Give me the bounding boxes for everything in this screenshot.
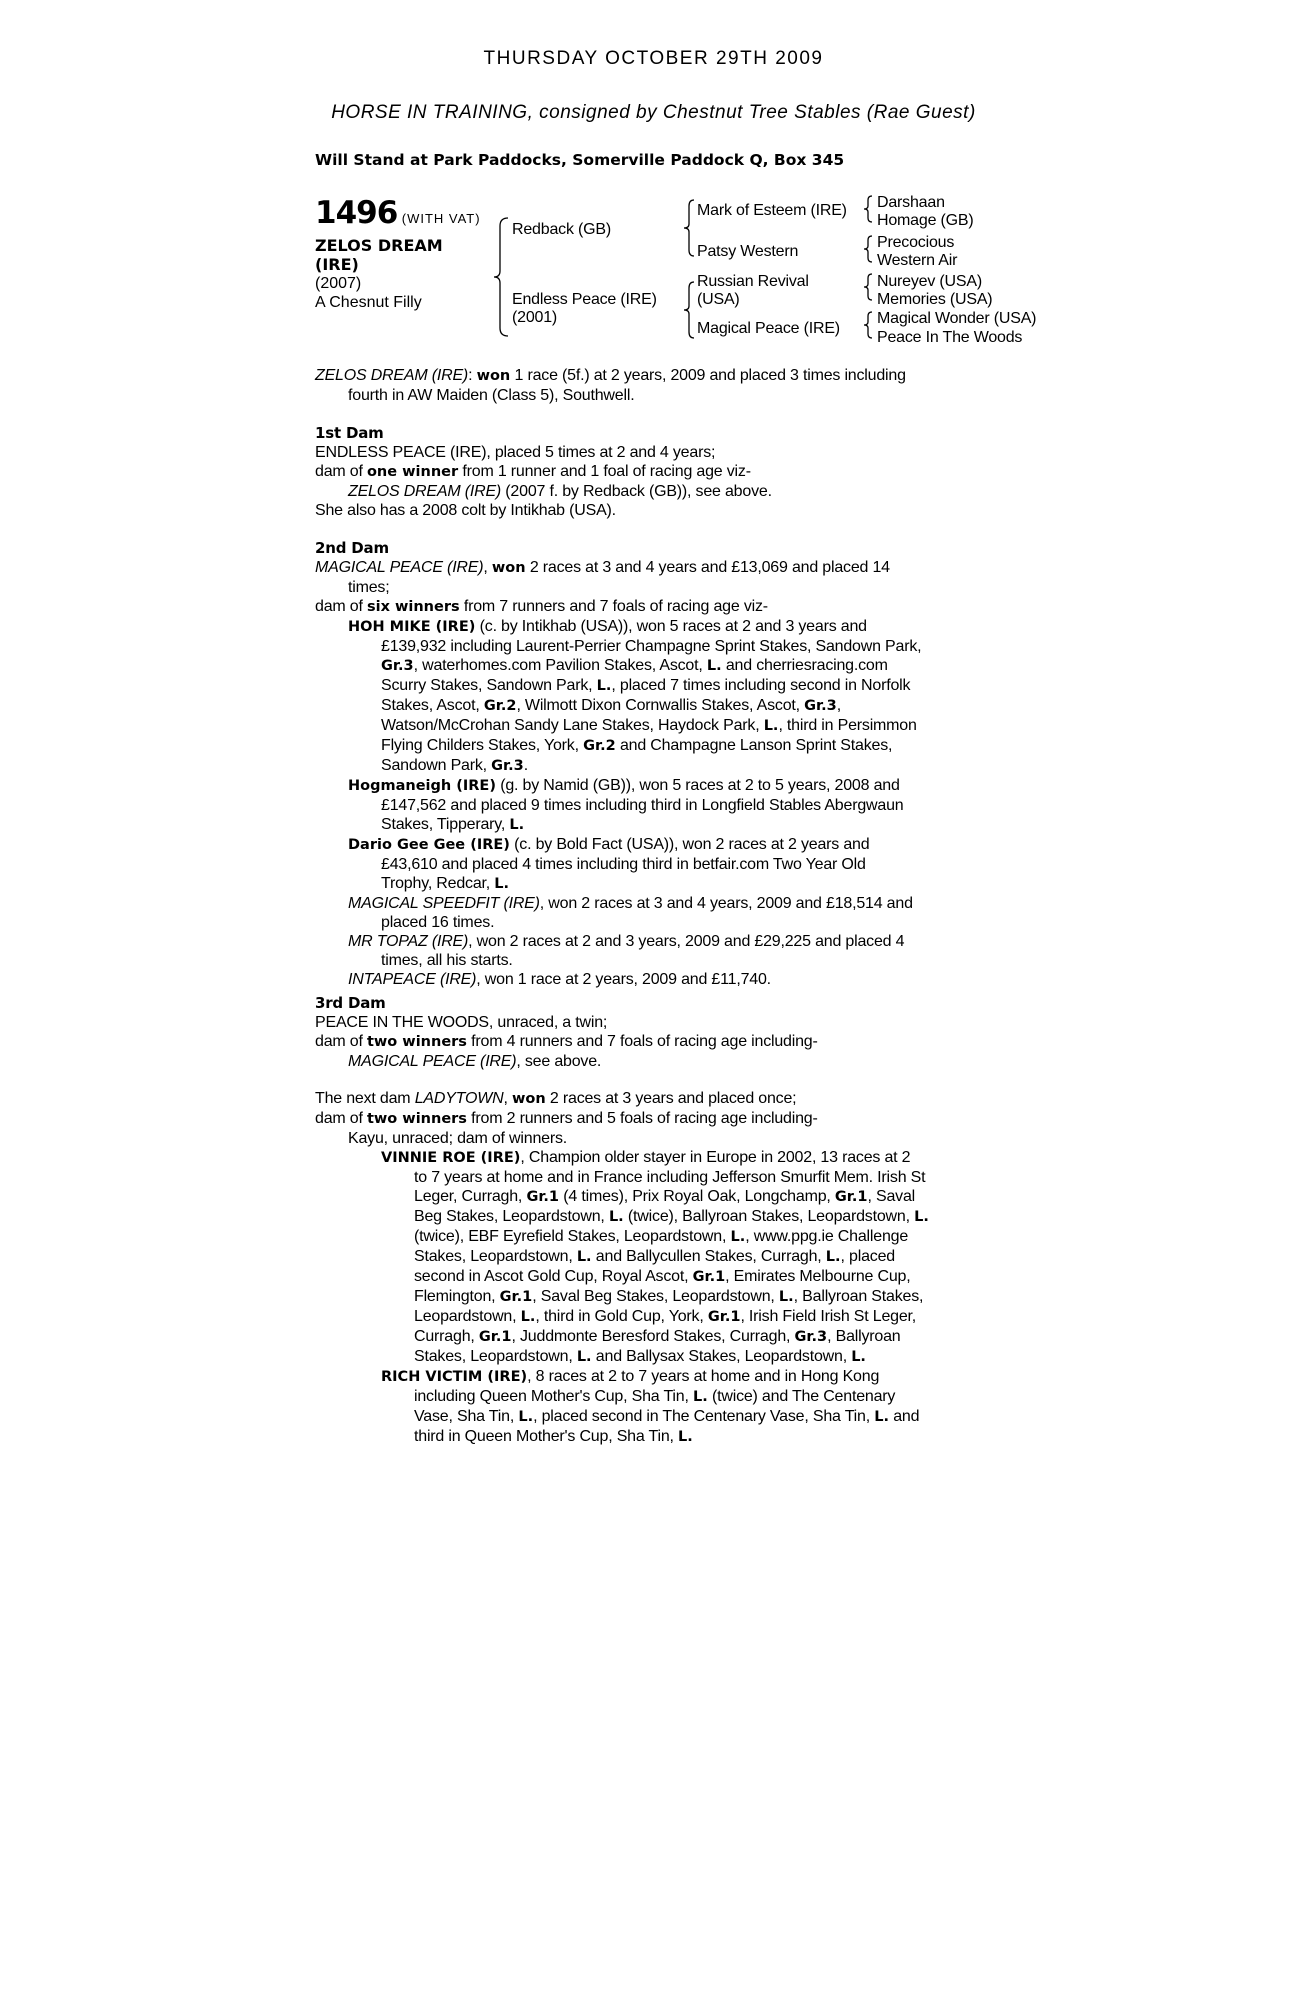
summary-colon: : [468, 367, 473, 384]
second-dam-heading: 2nd Dam [315, 539, 389, 557]
produce-vinnie-roe: VINNIE ROE (IRE), Champion older stayer in Europe in 2002, 13 races at 2 to 7 years at home and in France including Jefferson Smurfit Mem. Irish St Leger, Curragh, Gr.1 (4 times), Prix Royal Oak, Longchamp, Gr.1, Saval Beg Stakes, Leopardstown, L. (twice), Ballyroan Stakes, Leopardstown, L. (twice), EBF Eyrefield Stakes, Leopardstown, L., www.ppg.ie Challenge Stakes, Leopardstown, L. and Ballycullen Stakes, Curragh, L., placed second in Ascot Gold Cup, Royal Ascot, Gr.1, Emirates Melbourne Cup, Flemington, Gr.1, Saval Beg Stakes, Leopardstown, L., Ballyroan Stakes, Leopardstown, L., third in Gold Cup, York, Gr.1, Irish Field Irish St Leger, Curragh, Gr.1, Juddmonte Beresford Stakes, Curragh, Gr.3, Ballyroan Stakes, Leopardstown, L. and Ballysax Stakes, Leopardstown, L. [381, 1149, 929, 1365]
third-dam-line: PEACE IN THE WOODS, unraced, a twin; [315, 1014, 608, 1031]
sale-date: THURSDAY OCTOBER 29TH 2009 [483, 48, 824, 69]
summary-text-2: fourth in AW Maiden (Class 5), Southwell. [348, 387, 635, 404]
third-dam-heading: 3rd Dam [315, 994, 386, 1012]
consignment-line: HORSE IN TRAINING, consigned by Chestnut Tree Stables (Rae Guest) [331, 102, 976, 123]
first-dam-heading: 1st Dam [315, 424, 384, 442]
first-dam-line: ENDLESS PEACE (IRE), placed 5 times at 2 and 4 years; [315, 444, 716, 461]
race-summary [315, 366, 995, 405]
produce-rich-victim: RICH VICTIM (IRE), 8 races at 2 to 7 years at home and in Hong Kong including Queen Mother's Cup, Sha Tin, L. (twice) and The Centenary Vase, Sha Tin, L., placed second in The Centenary Vase, Sha Tin, L. and third in Queen Mother's Cup, Sha Tin, L. [381, 1368, 920, 1445]
pedigree-dam-name: Endless Peace (IRE) [512, 291, 657, 308]
pedigree-dam-sire [697, 273, 809, 309]
third-dam-produce-line: dam of two winners from 4 runners and 7 foals of racing age including- [315, 1033, 818, 1050]
ss-brace [864, 196, 872, 222]
vat-label: (WITH VAT) [401, 211, 481, 226]
first-dam-section [315, 424, 995, 520]
pedigree-gen3-4: Western Air [877, 252, 958, 269]
produce-mr-topaz: MR TOPAZ (IRE), won 2 races at 2 and 3 years, 2009 and £29,225 and placed 4 times, all his starts. [348, 933, 905, 969]
third-dam-foal: MAGICAL PEACE (IRE), see above. [348, 1053, 602, 1070]
second-dam-section [315, 539, 995, 989]
horse-name-line2: (IRE) [315, 255, 359, 274]
produce-hoh-mike: HOH MIKE (IRE) (c. by Intikhab (USA)), won 5 races at 2 and 3 years and £139,932 including Laurent-Perrier Champagne Sprint Stakes, Sandown Park, Gr.3, waterhomes.com Pavilion Stakes, Ascot, L. and cherriesracing.com Scurry Stakes, Sandown Park, L., placed 7 times including second in Norfolk Stakes, Ascot, Gr.2, Wilmott Dixon Cornwallis Stakes, Ascot, Gr.3, Watson/McCrohan Sandy Lane Stakes, Haydock Park, L., third in Persimmon Flying Childers Stakes, York, Gr.2 and Champagne Lanson Sprint Stakes, Sandown Park, Gr.3. [348, 618, 922, 774]
pedigree-dam-sire-country: (USA) [697, 291, 740, 308]
next-dam-kayu: Kayu, unraced; dam of winners. [348, 1130, 568, 1147]
third-dam-section [315, 994, 995, 1071]
summary-won: won [476, 368, 511, 384]
main-brace [494, 218, 508, 336]
first-dam-note: She also has a 2008 colt by Intikhab (USA). [315, 502, 616, 519]
second-dam-line: MAGICAL PEACE (IRE), won 2 races at 3 and 4 years and £13,069 and placed 14 [315, 559, 890, 576]
next-dam-section [315, 1089, 995, 1447]
stand-location: Will Stand at Park Paddocks, Somerville Paddock Q, Box 345 [315, 151, 845, 169]
pedigree-gen3-3: Precocious [877, 234, 955, 251]
sd-brace [864, 236, 872, 262]
first-dam-produce-line: dam of one winner from 1 runner and 1 foal of racing age viz- [315, 463, 751, 480]
second-dam-line-2: times; [348, 579, 390, 596]
pedigree-gen3-6: Memories (USA) [877, 291, 993, 308]
dd-brace [864, 312, 872, 338]
summary-text: 1 race (5f.) at 2 years, 2009 and placed 3 times including [510, 367, 906, 384]
summary-horse-name: ZELOS DREAM (IRE) [315, 367, 469, 384]
pedigree-dam-dam: Magical Peace (IRE) [697, 320, 840, 337]
pedigree-sire-dam: Patsy Western [697, 243, 799, 260]
pedigree-dam-year: (2001) [512, 309, 558, 326]
pedigree-dam [512, 291, 657, 327]
lot-number: 1496 [315, 195, 398, 231]
next-dam-produce-line: dam of two winners from 2 runners and 5 foals of racing age including- [315, 1110, 818, 1127]
first-dam-foal: ZELOS DREAM (IRE) (2007 f. by Redback (GB)), see above. [348, 483, 772, 500]
pedigree-gen3-1: Darshaan [877, 194, 945, 211]
pedigree-dam-sire-name: Russian Revival [697, 273, 809, 290]
dam-brace [684, 282, 694, 338]
pedigree-sire: Redback (GB) [512, 221, 611, 238]
second-dam-produce-line: dam of six winners from 7 runners and 7 foals of racing age viz- [315, 598, 768, 615]
foaling-year: (2007) [315, 275, 362, 292]
pedigree-sire-sire: Mark of Esteem (IRE) [697, 202, 847, 219]
pedigree-gen3-2: Homage (GB) [877, 212, 974, 229]
sire-brace [684, 200, 694, 256]
produce-dario-gee-gee: Dario Gee Gee (IRE) (c. by Bold Fact (USA)), won 2 races at 2 years and £43,610 and placed 4 times including third in betfair.com Two Year Old Trophy, Redcar, L. [348, 836, 870, 892]
horse-name-line1: ZELOS DREAM [315, 236, 443, 255]
pedigree-gen3-8: Peace In The Woods [877, 329, 1023, 346]
ds-brace [864, 274, 872, 300]
horse-description: A Chesnut Filly [315, 294, 422, 311]
next-dam-line: The next dam LADYTOWN, won 2 races at 3 years and placed once; [315, 1090, 797, 1107]
produce-hogmaneigh: Hogmaneigh (IRE) (g. by Namid (GB)), won 5 races at 2 to 5 years, 2008 and £147,562 and placed 9 times including third in Longfield Stables Abergwaun Stakes, Tipperary, L. [348, 777, 904, 833]
pedigree-gen3-7: Magical Wonder (USA) [877, 310, 1037, 327]
produce-intapeace: INTAPEACE (IRE), won 1 race at 2 years, 2009 and £11,740. [348, 971, 771, 988]
pedigree-gen3-5: Nureyev (USA) [877, 273, 982, 290]
produce-magical-speedfit: MAGICAL SPEEDFIT (IRE), won 2 races at 3 and 4 years, 2009 and £18,514 and placed 16 times. [348, 895, 913, 931]
